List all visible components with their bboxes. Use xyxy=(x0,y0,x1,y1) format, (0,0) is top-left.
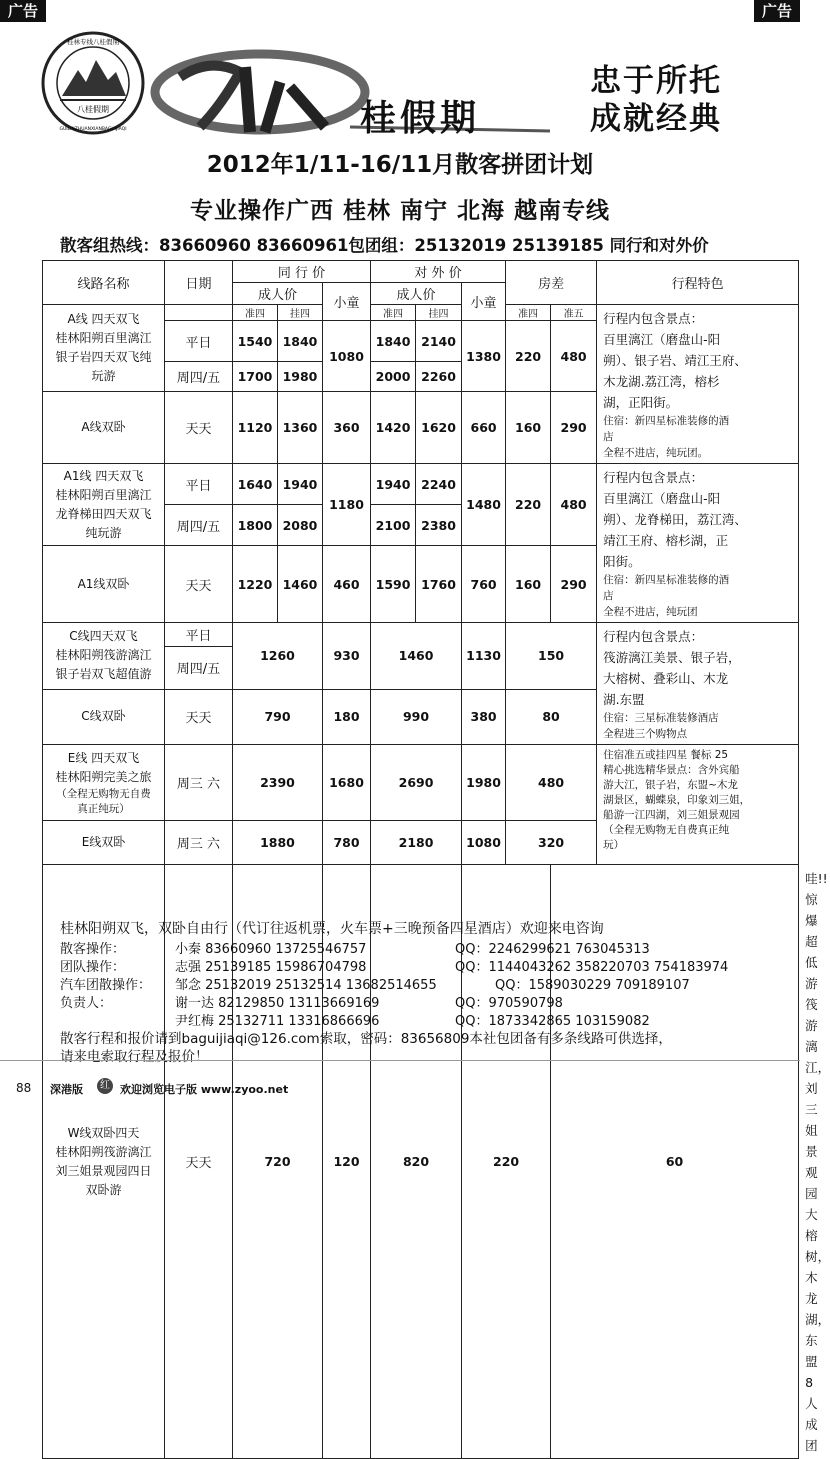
price-cell: 2180 xyxy=(371,821,462,865)
subhead-zhunwu: 准五 xyxy=(551,305,597,321)
route-text: W线双卧四天 xyxy=(67,1125,140,1140)
brand-name: 桂假期 xyxy=(360,97,481,139)
date-wed-sat: 周三 六 xyxy=(165,821,233,865)
subhead-zhunsi: 准四 xyxy=(371,305,416,321)
route-text: （全程无购物无自费 xyxy=(56,787,151,800)
ad-label-left: 广告 xyxy=(0,0,46,22)
price-cell: 1080 xyxy=(462,821,506,865)
features-a1 xyxy=(597,464,799,623)
feature-line: 朔）、龙脊梯田，荔江湾、 xyxy=(603,512,747,527)
contact-row xyxy=(60,974,800,992)
route-a1 xyxy=(43,464,165,546)
contact-row xyxy=(60,956,800,974)
slogan-line-2: 成就经典 xyxy=(590,101,722,137)
price-cell: 320 xyxy=(506,821,597,865)
price-cell: 2240 xyxy=(416,464,462,505)
price-cell: 1940 xyxy=(278,464,323,505)
features-a xyxy=(597,305,799,464)
feature-line: 阳街。 xyxy=(603,554,641,569)
contact-name: 尹红梅 25132711 13316866696 xyxy=(175,1014,380,1029)
price-cell: 2140 xyxy=(416,321,462,362)
route-text: E线 四天双飞 xyxy=(67,750,140,765)
price-cell: 1130 xyxy=(462,623,506,690)
page-subtitle: 专业操作广西 桂林 南宁 北海 越南专线 xyxy=(189,198,611,224)
company-seal-logo xyxy=(40,30,146,136)
price-cell: 2690 xyxy=(371,745,462,821)
price-cell: 220 xyxy=(506,321,551,392)
feature-line: 靖江王府、榕杉湖，正 xyxy=(603,533,729,548)
contact-row xyxy=(60,1010,800,1028)
feature-line: 玩） xyxy=(603,839,625,851)
price-cell: 220 xyxy=(506,464,551,546)
header xyxy=(0,22,800,142)
feature-line: 住宿：三星标准装修酒店 xyxy=(603,712,719,724)
price-cell: 990 xyxy=(371,689,462,744)
price-cell: 2080 xyxy=(278,505,323,546)
route-text: 刘三姐景观园四日 xyxy=(55,1163,152,1178)
route-text: 桂林阳朔百里漓江 xyxy=(55,487,152,502)
date-daily: 天天 xyxy=(165,865,233,1459)
price-cell: 1700 xyxy=(233,362,278,392)
contact-note: 请来电索取行程及报价！ xyxy=(60,1049,209,1065)
contact-row xyxy=(60,992,800,1010)
feature-line: 店 xyxy=(603,590,614,602)
price-cell: 160 xyxy=(506,392,551,464)
price-cell: 1360 xyxy=(278,392,323,464)
price-cell: 1420 xyxy=(371,392,416,464)
seal-center-text: 八桂假期 xyxy=(77,105,109,114)
price-cell: 1080 xyxy=(323,321,371,392)
feature-line: 住宿：新四星标准装修的酒 xyxy=(603,574,730,586)
price-cell: 480 xyxy=(551,321,597,392)
price-cell: 1680 xyxy=(323,745,371,821)
header-route: 线路名称 xyxy=(43,261,165,305)
price-cell: 1980 xyxy=(278,362,323,392)
price-cell: 80 xyxy=(506,689,597,744)
route-text: 龙脊梯田四天双飞 xyxy=(55,506,152,521)
feature-line: 大榕树、叠彩山、木龙 xyxy=(603,671,729,686)
contact-row xyxy=(60,938,800,956)
date-daily: 天天 xyxy=(165,546,233,623)
price-cell: 2000 xyxy=(371,362,416,392)
price-cell: 780 xyxy=(323,821,371,865)
contact-qq: QQ：970590798 xyxy=(455,996,563,1011)
price-cell: 2100 xyxy=(371,505,416,546)
subhead-zhunsi: 准四 xyxy=(233,305,278,321)
route-text: C线四天双飞 xyxy=(69,629,138,644)
feature-line: 全程不进店，纯玩团。 xyxy=(603,447,709,459)
route-e-sleeper: E线双卧 xyxy=(43,821,165,865)
price-cell: 1840 xyxy=(371,321,416,362)
feature-line: 店 xyxy=(603,431,614,443)
price-cell: 1480 xyxy=(462,464,506,546)
price-cell: 1940 xyxy=(371,464,416,505)
route-text: 桂林阳朔筏游漓江 xyxy=(55,1144,152,1159)
price-cell: 2380 xyxy=(416,505,462,546)
header-room-diff: 房差 xyxy=(506,261,597,305)
contact-qq: QQ：1873342865 103159082 xyxy=(455,1014,650,1029)
route-text: 银子岩四天双飞纯 xyxy=(55,350,152,364)
contact-note: 散客行程和报价请到baguijiaqi@126.com索取，密码：83656809本社包团备有多条线路可供选择， xyxy=(60,1031,672,1047)
price-cell: 1540 xyxy=(233,321,278,362)
header-adult: 成人价 xyxy=(233,283,323,305)
route-text: 真正纯玩） xyxy=(77,802,130,815)
price-cell: 2390 xyxy=(233,745,323,821)
date-thu-fri: 周四/五 xyxy=(165,505,233,546)
date-thu-fri: 周四/五 xyxy=(165,362,233,392)
header-adult: 成人价 xyxy=(371,283,462,305)
feature-line: （全程无购物无自费真正纯 xyxy=(603,824,730,836)
route-text: 桂林阳朔筏游漓江 xyxy=(55,648,152,663)
feature-line: 全程不进店，纯玩团 xyxy=(603,606,698,618)
price-cell: 220 xyxy=(462,865,551,1459)
feature-line: 湖景区，蝴蝶泉，印象刘三姐， xyxy=(603,794,751,806)
feature-line: 木龙湖.荔江湾，榕杉 xyxy=(603,374,720,389)
price-cell: 820 xyxy=(371,865,462,1459)
route-text: 玩游 xyxy=(91,369,116,383)
tour-price-table: 线路名称 日期 同 行 价 对 外 价 房差 行程特色 成人价 小童 成人价 小童 A线 四天双飞 桂林阳朔百里漓江 银子岩四天双飞纯 玩游 准四 挂四 准四 挂四 准四 准五 行程内包含景点： 百里漓江（磨盘山-阳 朔）、银子岩、靖江王府、 木龙湖.荔江湾，榕杉 湖，正阳街。 住宿：新四星标准装修的酒 店 全程不进店，纯玩团。 平日 1540 1840 1080 1840 2140 1380 220 480 周四/五 1700 1980 2000 2260 A线双卧 天天 1120 1360 360 1420 1620 660 160 290 A1线 四天双飞 桂林阳朔百里漓江 龙脊梯田四天双飞 纯玩游 平日 1640 1940 1180 1940 2240 1480 220 480 行程内包含景点： 百里漓江（磨盘山-阳 朔）、龙脊梯田，荔江湾、 靖江王府、榕杉湖，正 阳街。 住宿：新四星标准装修的酒 店 全程不进店，纯玩团 周四/五 1800 2080 2100 2380 A1线双卧 天天 1220 1460 460 1590 1760 760 160 290 C线四天双飞 桂林阳朔筏游漓江 银子岩双飞超值游 平日 1260 930 1460 1130 150 行程内包含景点： 筏游漓江美景、银子岩， 大榕树、叠彩山、木龙 湖.东盟 住宿：三星标准装修酒店 全程进三个购物点 周四/五 C线双卧 天天 790 180 990 380 80 E线 四天双飞 桂林阳朔完美之旅 （全程无购物无自费 真正纯玩） 周三 六 2390 1680 2690 1980 480 住宿准五或挂四星 餐标 25 精心挑选精华景点：含外宾船 游大江，银子岩，东盟~木龙 湖景区，蝴蝶泉，印象刘三姐， 船游一江四湖，刘三姐景观园 （全程无购物无自费真正纯 玩） E线双卧 周三 六 1880 780 2180 1080 320 W线双卧四天 桂林阳朔筏游漓江 刘三姐景观园四日 双卧游 天天 720 120 820 220 60 哇!! 惊爆超低游 筏游漓江，刘三姐景观园 大榕树，木龙湖，东盟 8 人成团 xyxy=(42,260,799,1459)
price-cell: 1220 xyxy=(233,546,278,623)
header-public-price: 对 外 价 xyxy=(371,261,506,283)
price-cell: 720 xyxy=(233,865,323,1459)
contact-name: 小秦 83660960 13725546757 xyxy=(175,942,367,957)
price-cell: 1590 xyxy=(371,546,416,623)
subhead-zhunsi: 准四 xyxy=(506,305,551,321)
feature-line: 百里漓江（磨盘山-阳 xyxy=(603,332,721,347)
seal-top-text: 桂林专线八桂假期 xyxy=(67,38,119,46)
feature-line: 湖.东盟 xyxy=(603,692,645,707)
route-e xyxy=(43,745,165,821)
feature-line: 船游一江四湖，刘三姐景观园 xyxy=(603,809,740,821)
footer-message: 欢迎浏览电子版 www.zyoo.net xyxy=(120,1083,289,1096)
price-cell: 160 xyxy=(506,546,551,623)
slogan xyxy=(590,62,722,138)
price-cell: 790 xyxy=(233,689,323,744)
header-peer-price: 同 行 价 xyxy=(233,261,371,283)
hotline: 散客组热线：83660960 83660961包团组：25132019 25139185 同行和对外价 xyxy=(60,236,709,255)
contact-intro: 桂林阳朔双飞，双卧自由行（代订往返机票，火车票+三晚预备四星酒店）欢迎来电咨询 xyxy=(60,921,604,937)
feature-line: 行程内包含景点： xyxy=(603,470,704,485)
contact-label: 散客操作： xyxy=(60,942,126,957)
feature-line: 住宿准五或挂四星 餐标 25 xyxy=(603,749,729,761)
price-cell: 1460 xyxy=(278,546,323,623)
feature-line: 全程进三个购物点 xyxy=(603,728,688,740)
date-wed-sat: 周三 六 xyxy=(165,745,233,821)
feature-line: 游大江，银子岩，东盟~木龙 xyxy=(603,779,738,791)
contact-name: 志强 25139185 15986704798 xyxy=(175,960,367,975)
date-weekday: 平日 xyxy=(165,464,233,505)
price-cell: 290 xyxy=(551,546,597,623)
price-cell: 290 xyxy=(551,392,597,464)
slogan-line-1: 忠于所托 xyxy=(590,63,722,99)
date-daily: 天天 xyxy=(165,689,233,744)
header-features: 行程特色 xyxy=(597,261,799,305)
route-text: A线 四天双飞 xyxy=(67,312,140,326)
page-title: 2012年1/11-16/11月散客拼团计划 xyxy=(206,152,594,178)
contact-qq: QQ：2246299621 763045313 xyxy=(455,942,650,957)
contact-qq: QQ：1144043262 358220703 754183974 xyxy=(455,960,729,975)
feature-line: 行程内包含景点： xyxy=(603,311,704,326)
ad-label-right: 广告 xyxy=(754,0,800,22)
price-cell: 2260 xyxy=(416,362,462,392)
price-cell: 480 xyxy=(506,745,597,821)
date-weekday: 平日 xyxy=(165,321,233,362)
edition-label: 深港版 xyxy=(50,1083,83,1096)
route-text: A1线 四天双飞 xyxy=(63,468,144,483)
contact-name: 邹念 25132019 25132514 13682514655 xyxy=(175,978,437,993)
price-cell: 360 xyxy=(323,392,371,464)
price-cell: 60 xyxy=(551,865,799,1459)
price-cell: 460 xyxy=(323,546,371,623)
seal-bottom-text: GUILINZHUANXIANBAGUIJIAQI xyxy=(59,127,127,132)
header-child: 小童 xyxy=(323,283,371,321)
header-date: 日期 xyxy=(165,261,233,305)
price-cell: 120 xyxy=(323,865,371,1459)
price-cell: 180 xyxy=(323,689,371,744)
feature-line: 筏游漓江美景、银子岩， xyxy=(603,650,741,665)
feature-line: 精心挑选精华景点：含外宾船 xyxy=(603,764,740,776)
price-cell: 1980 xyxy=(462,745,506,821)
route-text: 银子岩双飞超值游 xyxy=(55,667,152,682)
subhead-guasi: 挂四 xyxy=(278,305,323,321)
price-cell: 1460 xyxy=(371,623,462,690)
price-cell: 1840 xyxy=(278,321,323,362)
features-e xyxy=(597,745,799,865)
price-cell: 1620 xyxy=(416,392,462,464)
date-weekday: 平日 xyxy=(165,623,233,647)
price-cell: 1800 xyxy=(233,505,278,546)
feature-line: 百里漓江（磨盘山-阳 xyxy=(603,491,721,506)
feature-line: 朔）、银子岩、靖江王府、 xyxy=(603,353,747,368)
date-daily: 天天 xyxy=(165,392,233,464)
contact-label: 汽车团散操作： xyxy=(60,978,152,993)
feature-line: 行程内包含景点： xyxy=(603,629,704,644)
route-text: 桂林阳朔百里漓江 xyxy=(55,331,152,345)
contact-label: 团队操作： xyxy=(60,960,126,975)
route-text: 纯玩游 xyxy=(85,525,122,540)
feature-line: 住宿：新四星标准装修的酒 xyxy=(603,415,730,427)
price-cell: 1260 xyxy=(233,623,323,690)
route-a1-sleeper: A1线双卧 xyxy=(43,546,165,623)
price-cell: 1760 xyxy=(416,546,462,623)
price-cell: 380 xyxy=(462,689,506,744)
features-c xyxy=(597,623,799,745)
price-cell: 660 xyxy=(462,392,506,464)
contact-qq: QQ：1589030229 709189107 xyxy=(495,978,690,993)
date-empty xyxy=(165,305,233,321)
route-c-sleeper: C线双卧 xyxy=(43,689,165,744)
page-number: 88 xyxy=(16,1081,32,1095)
red-logo-icon: 红 xyxy=(97,1078,113,1094)
price-cell: 1640 xyxy=(233,464,278,505)
route-text: 双卧游 xyxy=(85,1182,122,1197)
price-cell: 1380 xyxy=(462,321,506,392)
contact-name: 谢一达 82129850 13113669169 xyxy=(175,996,380,1011)
price-cell: 1880 xyxy=(233,821,323,865)
price-cell: 1180 xyxy=(323,464,371,546)
feature-line: 湖，正阳街。 xyxy=(603,395,679,410)
price-cell: 1120 xyxy=(233,392,278,464)
price-cell: 760 xyxy=(462,546,506,623)
price-cell: 480 xyxy=(551,464,597,546)
route-c xyxy=(43,623,165,690)
price-cell: 930 xyxy=(323,623,371,690)
subhead-guasi: 挂四 xyxy=(416,305,462,321)
header-child: 小童 xyxy=(462,283,506,321)
date-thu-fri: 周四/五 xyxy=(165,647,233,689)
contact-label: 负责人： xyxy=(60,996,113,1011)
route-text: 桂林阳朔完美之旅 xyxy=(55,769,152,784)
route-a xyxy=(43,305,165,392)
route-a-sleeper: A线双卧 xyxy=(43,392,165,464)
page-footer xyxy=(0,1060,800,1101)
price-cell: 150 xyxy=(506,623,597,690)
